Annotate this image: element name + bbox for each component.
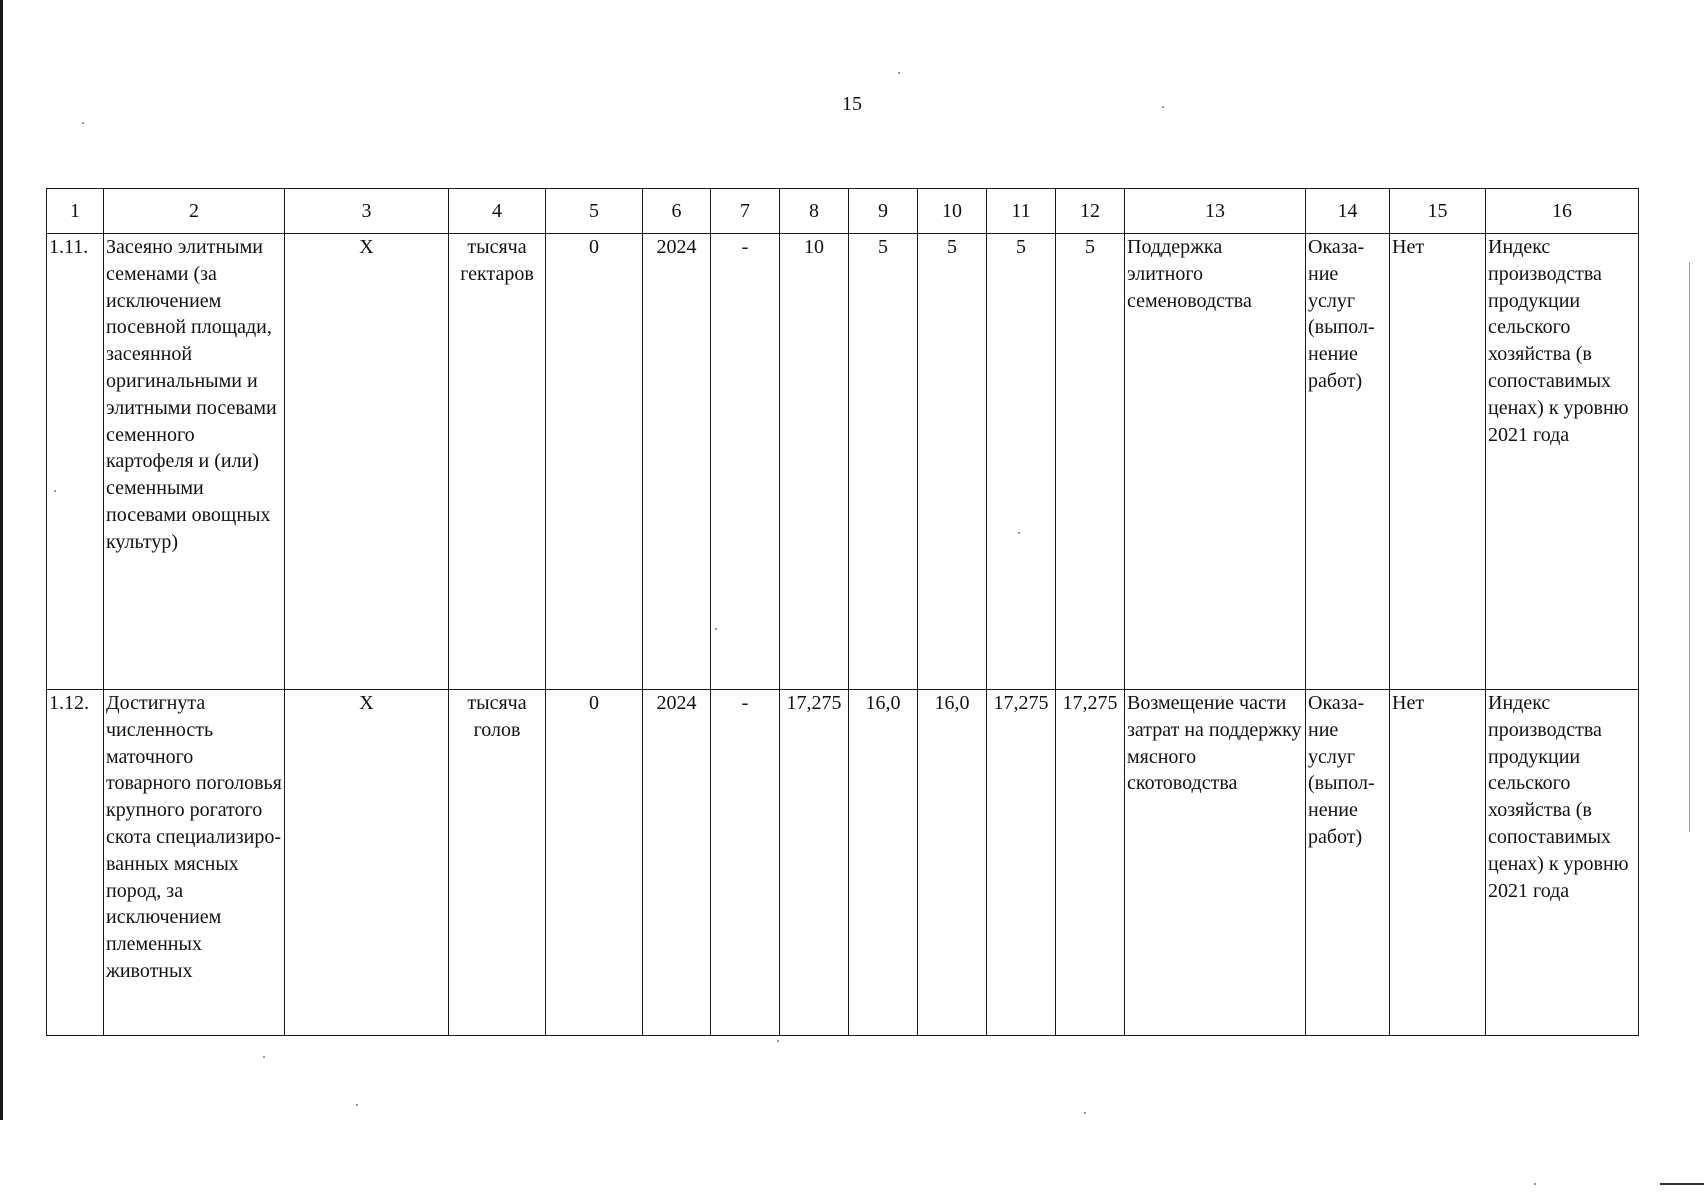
page-number: 15 (842, 93, 862, 115)
column-header: 14 (1306, 189, 1390, 234)
column-header: 6 (643, 189, 711, 234)
cell-col-9: 16,0 (849, 690, 918, 1036)
scan-speck (1534, 1183, 1536, 1185)
column-header: 1 (47, 189, 104, 234)
cell-col-7: - (711, 234, 780, 690)
column-header: 12 (1056, 189, 1125, 234)
column-header: 11 (987, 189, 1056, 234)
linked-indicator-cell: Индекс производства продукции сельского хозяйства (в сопоставимых ценах) к уровню 2021 года (1486, 690, 1639, 1036)
column-header: 7 (711, 189, 780, 234)
cell-col-3: Х (285, 234, 449, 690)
column-header: 8 (780, 189, 849, 234)
column-number-row (47, 189, 1639, 234)
column-header: 10 (918, 189, 987, 234)
scan-edge-bottom (1660, 1183, 1704, 1185)
type-cell: Оказа-ние услуг (выпол-нение работ) (1306, 690, 1390, 1036)
scan-speck (1018, 532, 1020, 534)
indicator-name: Засеяно элитными семенами (за исключением посевной площади, засеянной оригинальными и элитными посевами семенного картофеля и (или) семенными посевами овощных культур) (104, 234, 285, 690)
column-header: 3 (285, 189, 449, 234)
column-header: 16 (1486, 189, 1639, 234)
type-cell: Оказа-ние услуг (выпол-нение работ) (1306, 234, 1390, 690)
cell-col-6: 2024 (643, 234, 711, 690)
cell-col-11: 5 (987, 234, 1056, 690)
table-row (47, 690, 1639, 1036)
unit-cell: тысяча гектаров (449, 234, 546, 690)
cell-col-15: Нет (1390, 234, 1486, 690)
cell-col-12: 5 (1056, 234, 1125, 690)
scan-speck (82, 122, 84, 124)
column-header: 9 (849, 189, 918, 234)
cell-col-15: Нет (1390, 690, 1486, 1036)
scan-speck (777, 1040, 779, 1042)
cell-col-12: 17,275 (1056, 690, 1125, 1036)
measure-cell: Поддержка элитного семеноводства (1125, 234, 1306, 690)
indicator-name: Достигнута численность маточного товарного поголовья крупного рогатого скота специализиро-ванных мясных пород, за исключением племенных животных (104, 690, 285, 1036)
scan-speck (1162, 106, 1164, 108)
cell-col-5: 0 (546, 690, 643, 1036)
scan-speck (1084, 1112, 1086, 1114)
data-table (46, 188, 1639, 1036)
measure-cell: Возмещение части затрат на поддержку мясного скотоводства (1125, 690, 1306, 1036)
row-number: 1.11. (47, 234, 104, 690)
cell-col-8: 10 (780, 234, 849, 690)
cell-col-7: - (711, 690, 780, 1036)
cell-col-3: Х (285, 690, 449, 1036)
cell-col-10: 5 (918, 234, 987, 690)
row-number: 1.12. (47, 690, 104, 1036)
scan-speck (898, 72, 900, 74)
scan-speck (263, 1056, 265, 1058)
cell-col-9: 5 (849, 234, 918, 690)
cell-col-8: 17,275 (780, 690, 849, 1036)
cell-col-10: 16,0 (918, 690, 987, 1036)
scan-speck (715, 628, 717, 630)
column-header: 4 (449, 189, 546, 234)
column-header: 15 (1390, 189, 1486, 234)
linked-indicator-cell: Индекс производства продукции сельского хозяйства (в сопоставимых ценах) к уровню 2021 года (1486, 234, 1639, 690)
unit-cell: тысяча голов (449, 690, 546, 1036)
scan-speck (356, 1104, 358, 1106)
scan-speck (54, 490, 56, 492)
scan-edge-right (1689, 262, 1690, 832)
column-header: 13 (1125, 189, 1306, 234)
cell-col-5: 0 (546, 234, 643, 690)
cell-col-11: 17,275 (987, 690, 1056, 1036)
scan-edge-left (0, 0, 3, 1120)
column-header: 5 (546, 189, 643, 234)
cell-col-6: 2024 (643, 690, 711, 1036)
table-row (47, 234, 1639, 690)
column-header: 2 (104, 189, 285, 234)
